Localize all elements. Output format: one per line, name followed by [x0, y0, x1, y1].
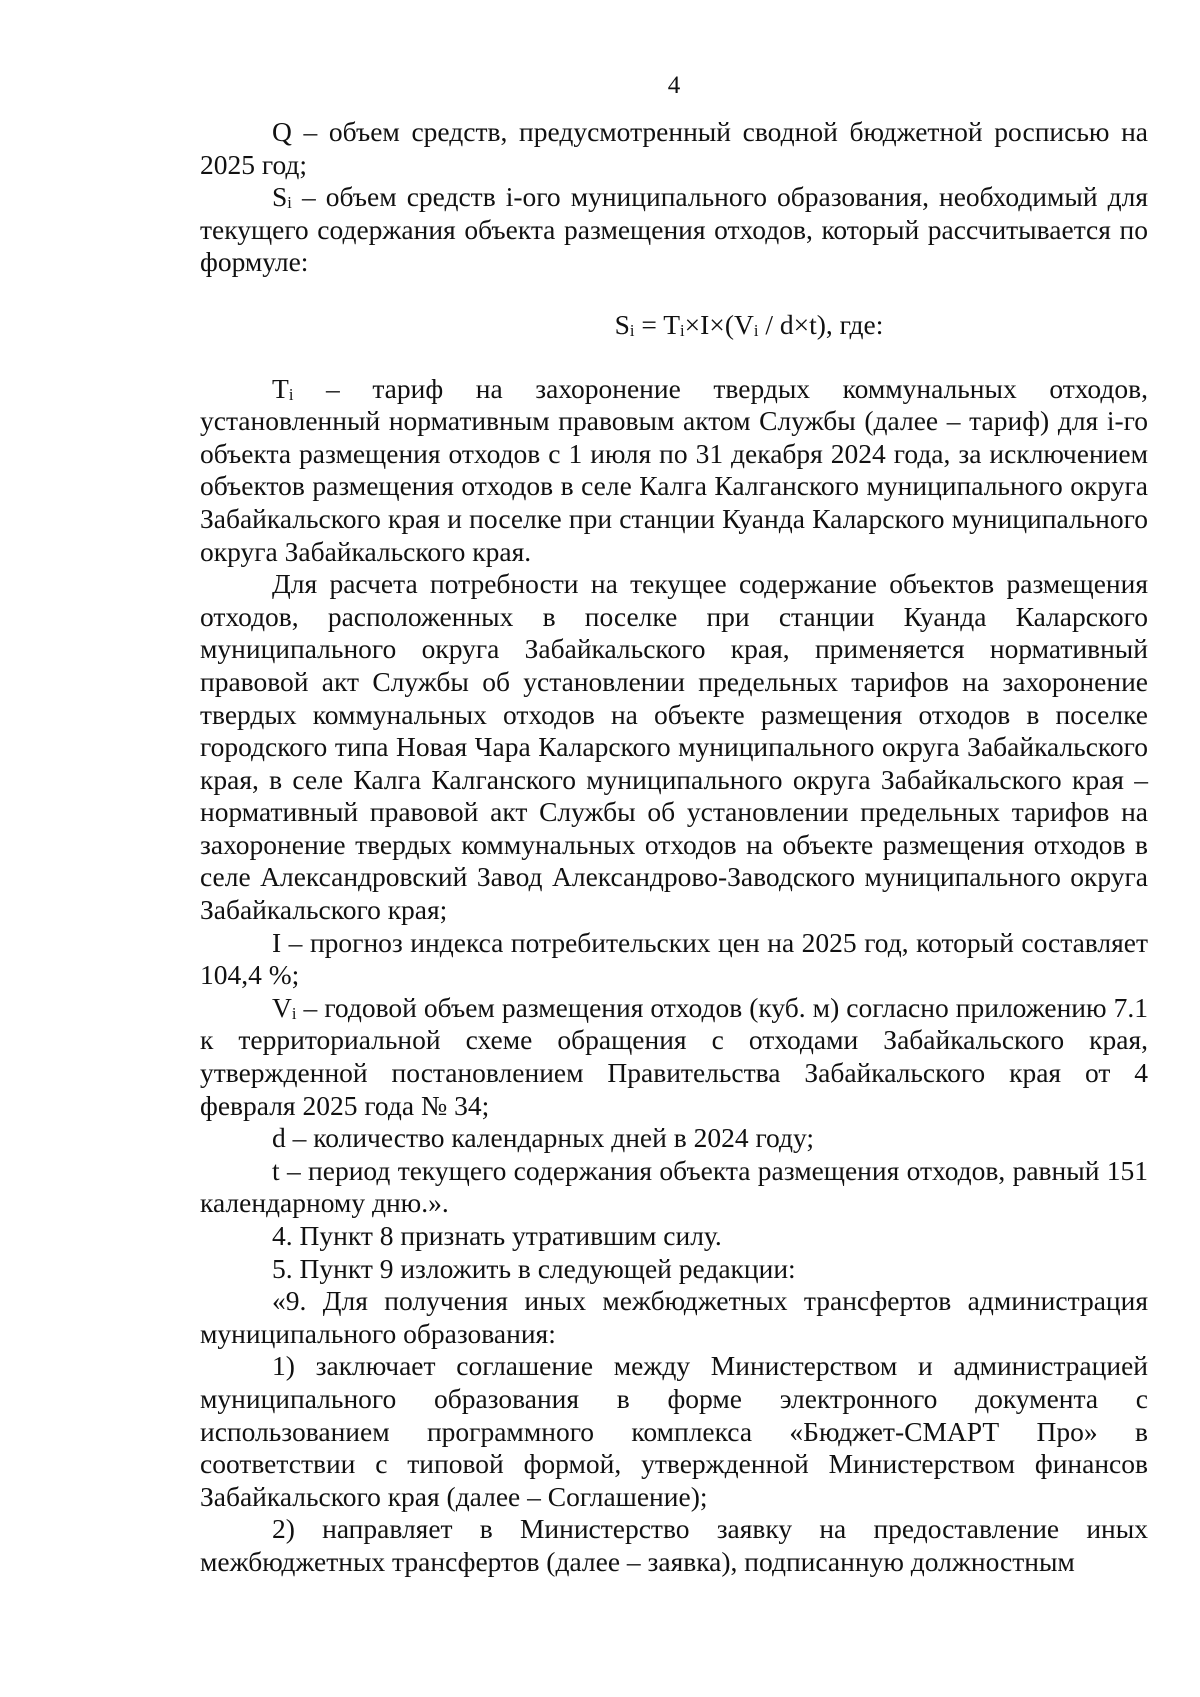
paragraph-kuanda-calculation: Для расчета потребности на текущее содержание объектов размещения отходов, расположенных в поселке при станции Куанда Каларского муниципального округа Забайкальского края, применяется нормативный правовой акт Службы об установлении предельных тарифов на захоронение твердых коммунальных отходов на объекте размещения отходов в поселке городского типа Новая Чара Каларского муниципального округа Забайкальского края, в селе Калга Калганского муниципального округа Забайкальского края – нормативный правовой акт Службы об установлении предельных тарифов на захоронение твердых коммунальных отходов на объекте размещения отходов в селе Александровский Завод Александрово-Заводского муниципального округа Забайкальского края;: [200, 568, 1148, 926]
paragraph-item-5: 5. Пункт 9 изложить в следующей редакции:: [272, 1252, 796, 1284]
subscript-i: i: [287, 193, 292, 213]
formula: [200, 309, 1148, 342]
formula-subscript: i: [753, 320, 759, 340]
paragraph-s-text: – объем средств i-ого муниципального образования, необходимый для текущего содержания объекта размещения отходов, который рассчитывается по формуле:: [200, 181, 1148, 278]
paragraph-i-definition: I – прогноз индекса потребительских цен на 2025 год, который составляет 104,4 %;: [200, 926, 1148, 991]
paragraph-item-4: 4. Пункт 8 признать утратившим силу.: [272, 1220, 722, 1251]
subscript-i: i: [291, 1003, 297, 1023]
symbol-t: T: [272, 372, 289, 404]
formula-part: ×I×(V: [684, 308, 754, 340]
formula-part: / d×t), где:: [758, 308, 884, 340]
paragraph-t-period-definition: t – период текущего содержания объекта размещения отходов, равный 151 календарному дню.».: [200, 1154, 1148, 1219]
symbol-v: V: [272, 991, 292, 1023]
paragraph-subitem-1: 1) заключает соглашение между Министерством и администрацией муниципального образования в форме электронного документа с использованием программного комплекса «Бюджет-СМАРТ Про» в соответствии с типовой формой, утвержденной Министерством финансов Забайкальского края (далее – Соглашение);: [200, 1350, 1148, 1512]
paragraph-t-definition: [200, 373, 1148, 569]
paragraph-q-definition: Q – объем средств, предусмотренный сводной бюджетной росписью на 2025 год;: [200, 116, 1148, 180]
symbol-s: S: [272, 181, 288, 213]
paragraph-item-9: «9. Для получения иных межбюджетных трансфертов администрация муниципального образования:: [200, 1285, 1148, 1349]
paragraph-v-definition: [200, 992, 1148, 1122]
paragraph-d-definition: d – количество календарных дней в 2024 году;: [272, 1122, 815, 1154]
paragraph-subitem-2: 2) направляет в Министерство заявку на предоставление иных межбюджетных трансфертов (далее – заявка), подписанную должностным: [200, 1513, 1148, 1577]
paragraph-t-text: – тариф на захоронение твердых коммунальных отходов, установленный нормативным правовым актом Службы (далее – тариф) для i-го объекта размещения отходов с 1 июля по 31 декабря 2024 года, за исключением объектов размещения отходов в селе Калга Калганского муниципального округа Забайкальского края и поселке при станции Куанда Каларского муниципального округа Забайкальского края.: [200, 372, 1148, 567]
formula-subscript: i: [629, 320, 635, 340]
paragraph-v-text: – годовой объем размещения отходов (куб. м) согласно приложению 7.1 к территориальной схеме обращения с отходами Забайкальского края, утвержденной постановлением Правительства Забайкальского края от 4 февраля 2025 года № 34;: [200, 991, 1148, 1121]
formula-part: S: [614, 308, 630, 340]
formula-part: = T: [634, 308, 681, 340]
paragraph-s-definition: [200, 181, 1148, 279]
document-body: [200, 116, 1148, 1579]
page-number: 4: [667, 72, 681, 99]
subscript-i: i: [288, 384, 294, 404]
formula-subscript: i: [680, 320, 685, 340]
